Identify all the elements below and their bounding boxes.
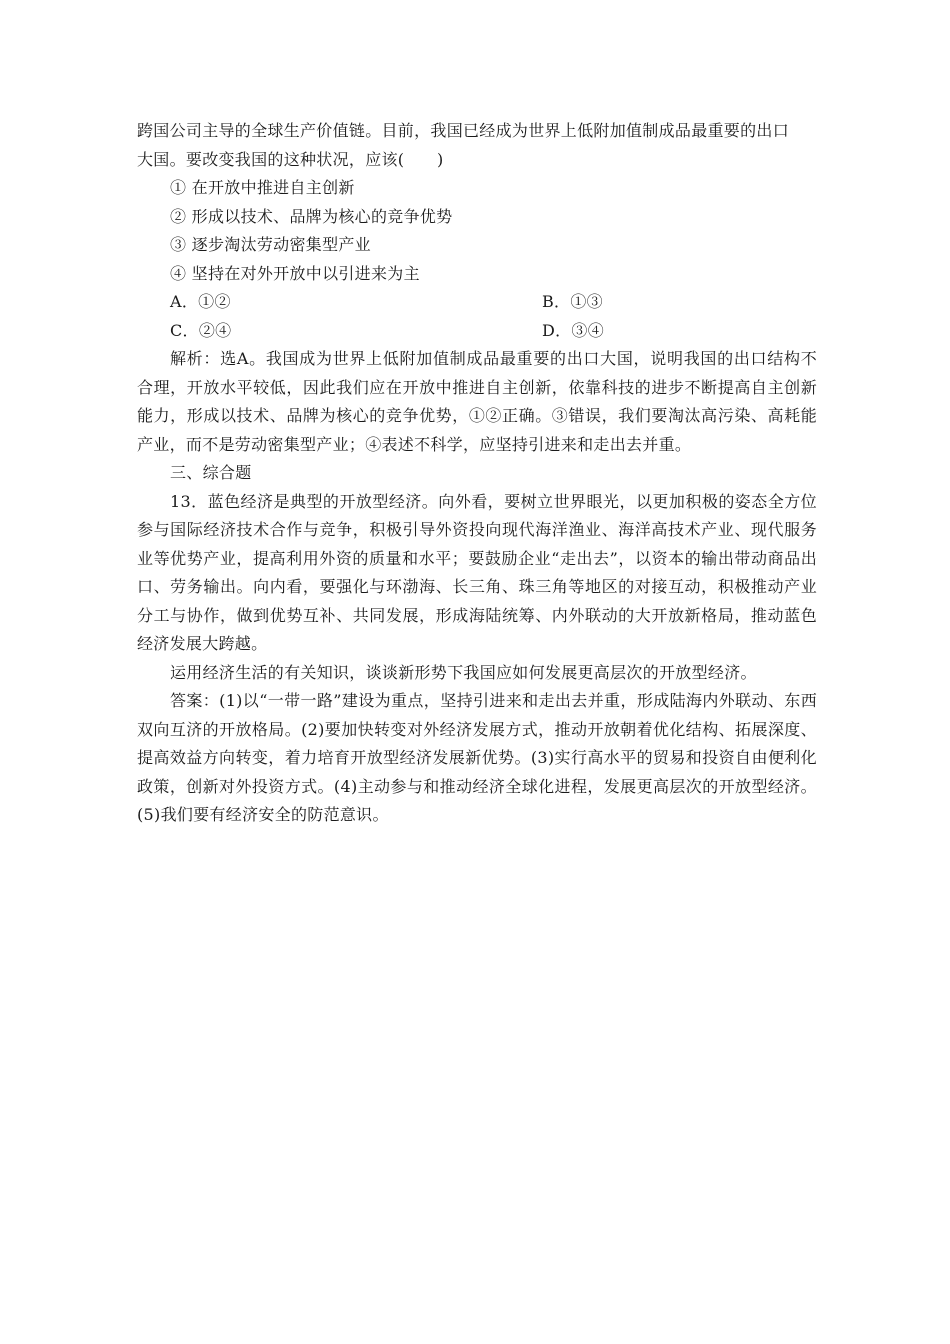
question-13-material: 13．蓝色经济是典型的开放型经济。向外看，要树立世界眼光，以更加积极的姿态全方位参与国际经济技术合作与竞争，积极引导外资投向现代海洋渔业、海洋高技术产业、现代服务业等优势产业，提高利用外资的质量和水平；要鼓励企业“走出去”，以资本的输出带动商品出口、劳务输出。向内看，要强化与环渤海、长三角、珠三角等地区的对接互动，积极推动产业分工与协作，做到优势互补、共同发展，形成海陆统筹、内外联动的大开放新格局，推动蓝色经济发展大跨越。 [137, 491, 817, 653]
choice-row-ab [137, 288, 817, 317]
question-13-prompt: 运用经济生活的有关知识，谈谈新形势下我国应如何发展更高层次的开放型经济。 [170, 662, 757, 682]
statement-3: ③ 逐步淘汰劳动密集型产业 [170, 235, 371, 254]
question-13-answer: 答案：(1)以“一带一路”建设为重点，坚持引进来和走出去并重，形成陆海内外联动、东西双向互济的开放格局。(2)要加快转变对外经济发展方式，推动开放朝着优化结构、拓展深度、提高效益方向转变，着力培育开放型经济发展新优势。(3)实行高水平的贸易和投资自由便利化政策，创新对外投资方式。(4)主动参与和推动经济全球化进程，发展更高层次的开放型经济。(5)我们要有经济安全的防范意识。 [137, 691, 817, 824]
statement-4: ④ 坚持在对外开放中以引进来为主 [170, 263, 420, 283]
statement-2: ② 形成以技术、品牌为核心的竞争优势 [170, 206, 453, 226]
page-content [137, 117, 817, 830]
statement-1: ① 在开放中推进自主创新 [170, 178, 355, 197]
question-stem-line-2: 大国。要改变我国的这种状况，应该( ) [137, 149, 444, 169]
choice-a: A．①② [170, 292, 231, 311]
choice-c: C．②④ [170, 320, 232, 340]
choice-d: D．③④ [542, 320, 605, 340]
choice-b: B．①③ [542, 292, 603, 311]
question-stem-line-1: 跨国公司主导的全球生产价值链。目前，我国已经成为世界上低附加值制成品最重要的出口 [137, 121, 790, 140]
section-title: 三、综合题 [170, 463, 252, 482]
analysis-paragraph: 解析：选A。我国成为世界上低附加值制成品最重要的出口大国，说明我国的出口结构不合理，开放水平较低，因此我们应在开放中推进自主创新，依靠科技的进步不断提高自主创新能力，形成以技术、品牌为核心的竞争优势，①②正确。③错误，我们要淘汰高污染、高耗能产业，而不是劳动密集型产业；④表述不科学，应坚持引进来和走出去并重。 [137, 349, 817, 454]
choice-row-cd [137, 317, 817, 346]
